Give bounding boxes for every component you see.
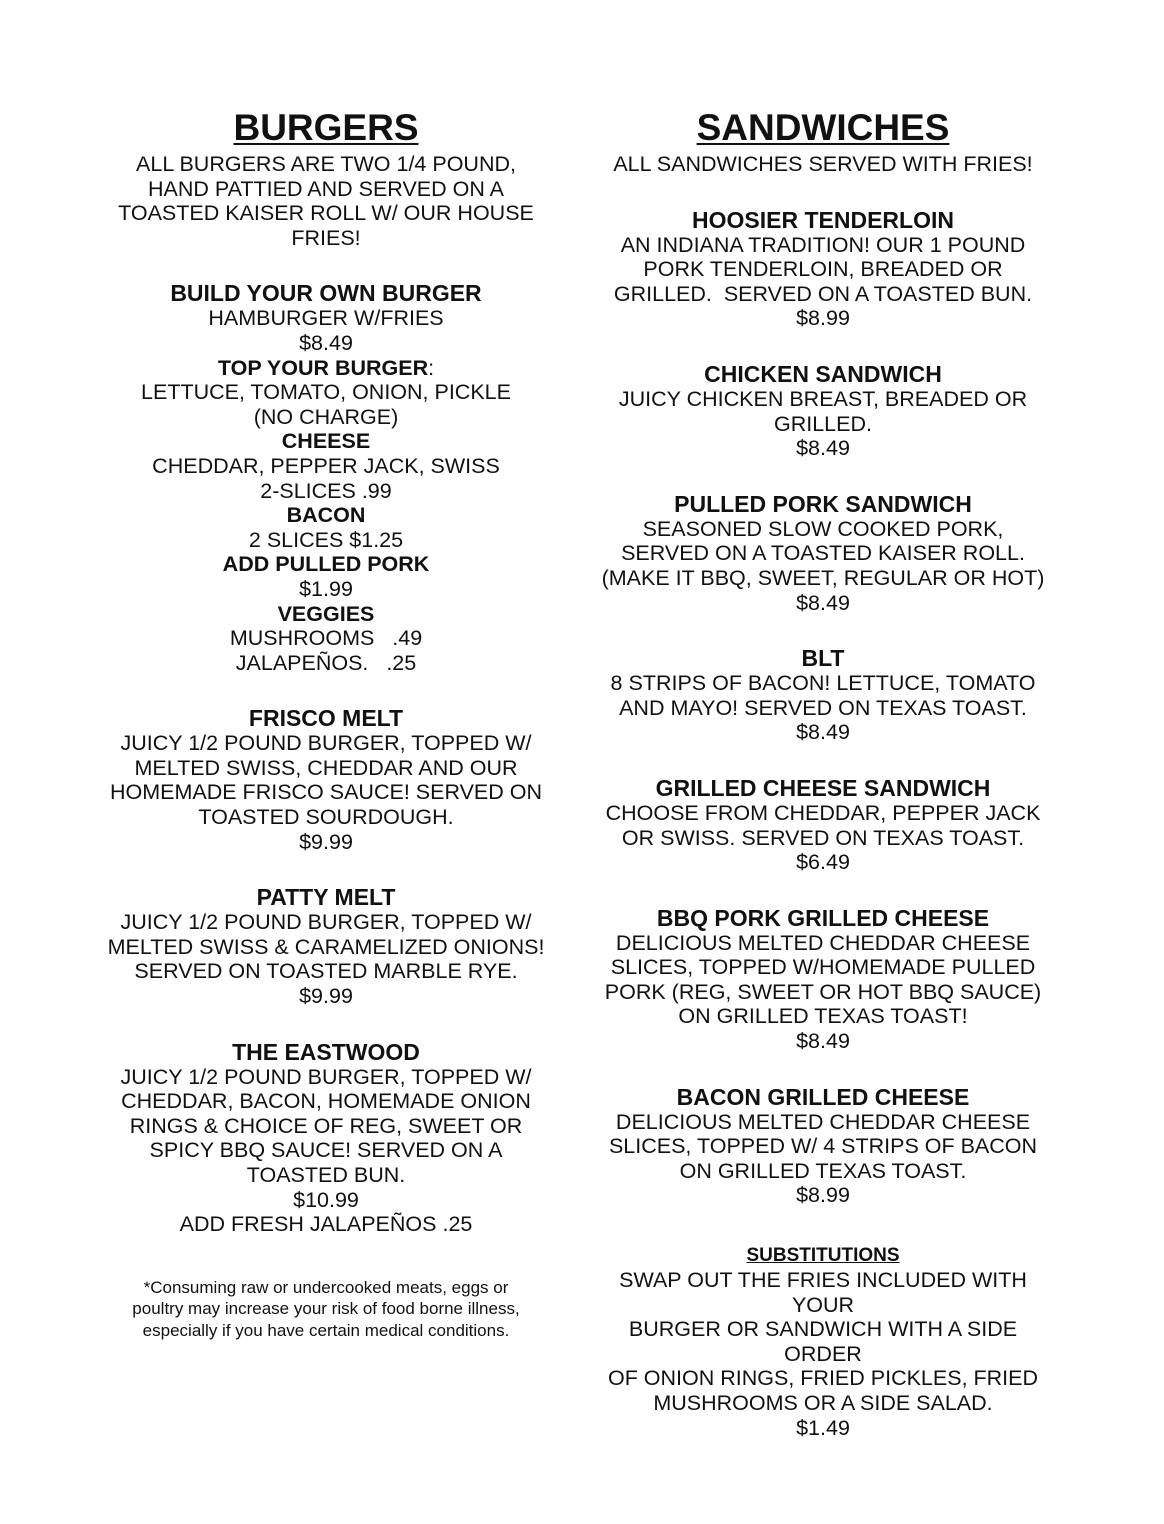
item-title: PULLED PORK SANDWICH xyxy=(674,490,972,517)
disclaimer-line: *Consuming raw or undercooked meats, eggs or xyxy=(143,1277,509,1297)
disclaimer-line: poultry may increase your risk of food borne illness, xyxy=(132,1299,520,1319)
sandwich-item xyxy=(592,207,1054,331)
bacon-heading: BACON xyxy=(286,503,366,528)
item-desc-line: 8 STRIPS OF BACON! LETTUCE, TOMATO xyxy=(610,671,1036,696)
substitutions-line: BURGER OR SANDWICH WITH A SIDE ORDER xyxy=(628,1317,1018,1366)
item-title: FRISCO MELT xyxy=(248,705,404,732)
build-your-own-burger xyxy=(95,280,557,675)
patty-melt xyxy=(95,884,557,1008)
item-desc-line: SLICES, TOPPED W/HOMEMADE PULLED xyxy=(610,955,1036,980)
sandwich-item xyxy=(592,1084,1054,1208)
sandwich-item xyxy=(592,905,1054,1054)
substitutions xyxy=(592,1244,1054,1440)
item-desc-line: PORK TENDERLOIN, BREADED OR xyxy=(643,257,1003,282)
cheese-line: CHEDDAR, PEPPER JACK, SWISS xyxy=(152,453,500,478)
item-desc-line: MELTED SWISS & CARAMELIZED ONIONS! xyxy=(107,934,545,959)
cheese-line: 2-SLICES .99 xyxy=(260,478,392,503)
item-price: $8.99 xyxy=(796,1183,850,1208)
item-desc-line: SEASONED SLOW COOKED PORK, xyxy=(642,516,1004,541)
burgers-intro-line: FRIES! xyxy=(291,225,361,250)
item-addon: ADD FRESH JALAPEÑOS .25 xyxy=(179,1212,473,1237)
item-desc-line: TOASTED SOURDOUGH. xyxy=(198,805,454,830)
item-title: BBQ PORK GRILLED CHEESE xyxy=(656,904,990,931)
burgers-intro xyxy=(95,152,557,250)
item-desc-line: TOASTED BUN. xyxy=(246,1163,406,1187)
the-eastwood xyxy=(95,1039,557,1237)
substitutions-line: OF ONION RINGS, FRIED PICKLES, FRIED xyxy=(607,1366,1039,1391)
toppings-line: LETTUCE, TOMATO, ONION, PICKLE xyxy=(141,380,511,405)
item-price: $8.49 xyxy=(796,720,850,745)
item-price: $8.99 xyxy=(796,306,850,331)
item-title: GRILLED CHEESE SANDWICH xyxy=(655,774,991,801)
item-title: CHICKEN SANDWICH xyxy=(704,360,942,387)
pulled-pork-heading: ADD PULLED PORK xyxy=(222,552,430,577)
item-title: BUILD YOUR OWN BURGER xyxy=(170,280,482,307)
item-desc-line: JUICY CHICKEN BREAST, BREADED OR xyxy=(618,386,1028,411)
item-desc-line: SERVED ON A TOASTED KAISER ROLL. xyxy=(621,541,1025,566)
top-your-burger-colon: : xyxy=(428,355,435,380)
item-desc-line: SERVED ON TOASTED MARBLE RYE. xyxy=(134,959,518,984)
item-desc-line: CHOOSE FROM CHEDDAR, PEPPER JACK xyxy=(605,800,1041,825)
item-desc-line: (MAKE IT BBQ, SWEET, REGULAR OR HOT) xyxy=(601,565,1045,590)
item-price: $10.99 xyxy=(293,1187,359,1212)
top-your-burger-heading xyxy=(95,356,557,381)
substitutions-title: SUBSTITUTIONS xyxy=(746,1245,900,1267)
burgers-intro-line: ALL BURGERS ARE TWO 1/4 POUND, xyxy=(136,152,516,176)
item-desc-line: ON GRILLED TEXAS TOAST. xyxy=(679,1158,967,1183)
item-desc: HAMBURGER W/FRIES xyxy=(208,306,444,331)
item-title: HOOSIER TENDERLOIN xyxy=(692,206,954,233)
item-title: PATTY MELT xyxy=(256,884,396,911)
item-desc-line: JUICY 1/2 POUND BURGER, TOPPED W/ xyxy=(120,731,532,756)
item-desc-line: PORK (REG, SWEET OR HOT BBQ SAUCE) xyxy=(604,979,1042,1004)
item-desc-line: SPICY BBQ SAUCE! SERVED ON A xyxy=(149,1138,503,1163)
item-price: $6.49 xyxy=(796,850,850,875)
item-desc-line: JUICY 1/2 POUND BURGER, TOPPED W/ xyxy=(120,910,532,935)
burgers-title: BURGERS xyxy=(233,107,419,148)
veggies-line: JALAPEÑOS. .25 xyxy=(235,650,417,675)
item-desc-line: DELICIOUS MELTED CHEDDAR CHEESE xyxy=(615,930,1031,955)
item-desc-line: OR SWISS. SERVED ON TEXAS TOAST. xyxy=(621,825,1025,850)
item-desc-line: DELICIOUS MELTED CHEDDAR CHEESE xyxy=(615,1109,1031,1134)
item-desc-line: RINGS & CHOICE OF REG, SWEET OR xyxy=(129,1113,523,1138)
top-your-burger-label: TOP YOUR BURGER xyxy=(217,355,429,380)
substitutions-line: SWAP OUT THE FRIES INCLUDED WITH YOUR xyxy=(619,1268,1027,1317)
item-price: $9.99 xyxy=(299,984,353,1009)
veggies-line: MUSHROOMS .49 xyxy=(229,626,423,651)
sandwich-item xyxy=(592,645,1054,745)
veggies-heading: VEGGIES xyxy=(277,601,375,626)
cheese-heading: CHEESE xyxy=(281,429,371,454)
item-title: THE EASTWOOD xyxy=(232,1038,420,1065)
frisco-melt xyxy=(95,705,557,854)
item-desc-line: GRILLED. SERVED ON A TOASTED BUN. xyxy=(613,281,1033,306)
substitutions-line: MUSHROOMS OR A SIDE SALAD. xyxy=(653,1391,993,1415)
sandwiches-title: SANDWICHES xyxy=(696,107,950,148)
toppings-line: (NO CHARGE) xyxy=(253,404,399,429)
item-desc-line: AN INDIANA TRADITION! OUR 1 POUND xyxy=(620,232,1026,257)
disclaimer-line: especially if you have certain medical conditions. xyxy=(142,1320,510,1340)
item-desc-line: SLICES, TOPPED W/ 4 STRIPS OF BACON xyxy=(608,1134,1038,1159)
burgers-intro-line: TOASTED KAISER ROLL W/ OUR HOUSE xyxy=(118,201,534,226)
food-safety-disclaimer xyxy=(95,1277,557,1342)
item-title: BACON GRILLED CHEESE xyxy=(676,1083,970,1110)
item-desc-line: CHEDDAR, BACON, HOMEMADE ONION xyxy=(121,1089,531,1114)
pulled-pork-price: $1.99 xyxy=(299,576,353,601)
sandwich-list xyxy=(592,207,1054,1238)
substitutions-price: $1.49 xyxy=(796,1415,850,1440)
item-price: $9.99 xyxy=(299,829,353,854)
sandwiches-column xyxy=(592,104,1054,1440)
sandwiches-intro: ALL SANDWICHES SERVED WITH FRIES! xyxy=(613,152,1033,176)
item-desc-line: HOMEMADE FRISCO SAUCE! SERVED ON xyxy=(109,780,543,805)
item-price: $8.49 xyxy=(299,330,353,355)
sandwich-item xyxy=(592,491,1054,615)
item-desc-line: ON GRILLED TEXAS TOAST! xyxy=(678,1004,968,1029)
item-desc-line: GRILLED. xyxy=(774,411,872,436)
item-desc-line: AND MAYO! SERVED ON TEXAS TOAST. xyxy=(619,695,1027,720)
item-desc-line: MELTED SWISS, CHEDDAR AND OUR xyxy=(134,755,518,780)
item-desc-line: JUICY 1/2 POUND BURGER, TOPPED W/ xyxy=(120,1064,532,1089)
burgers-intro-line: HAND PATTIED AND SERVED ON A xyxy=(147,176,505,201)
bacon-line: 2 SLICES $1.25 xyxy=(248,527,404,552)
item-price: $8.49 xyxy=(796,436,850,461)
item-price: $8.49 xyxy=(796,1029,850,1054)
sandwich-item xyxy=(592,361,1054,461)
sandwich-item xyxy=(592,775,1054,875)
burgers-column xyxy=(95,104,557,1341)
item-price: $8.49 xyxy=(796,590,850,615)
item-title: BLT xyxy=(801,645,845,672)
